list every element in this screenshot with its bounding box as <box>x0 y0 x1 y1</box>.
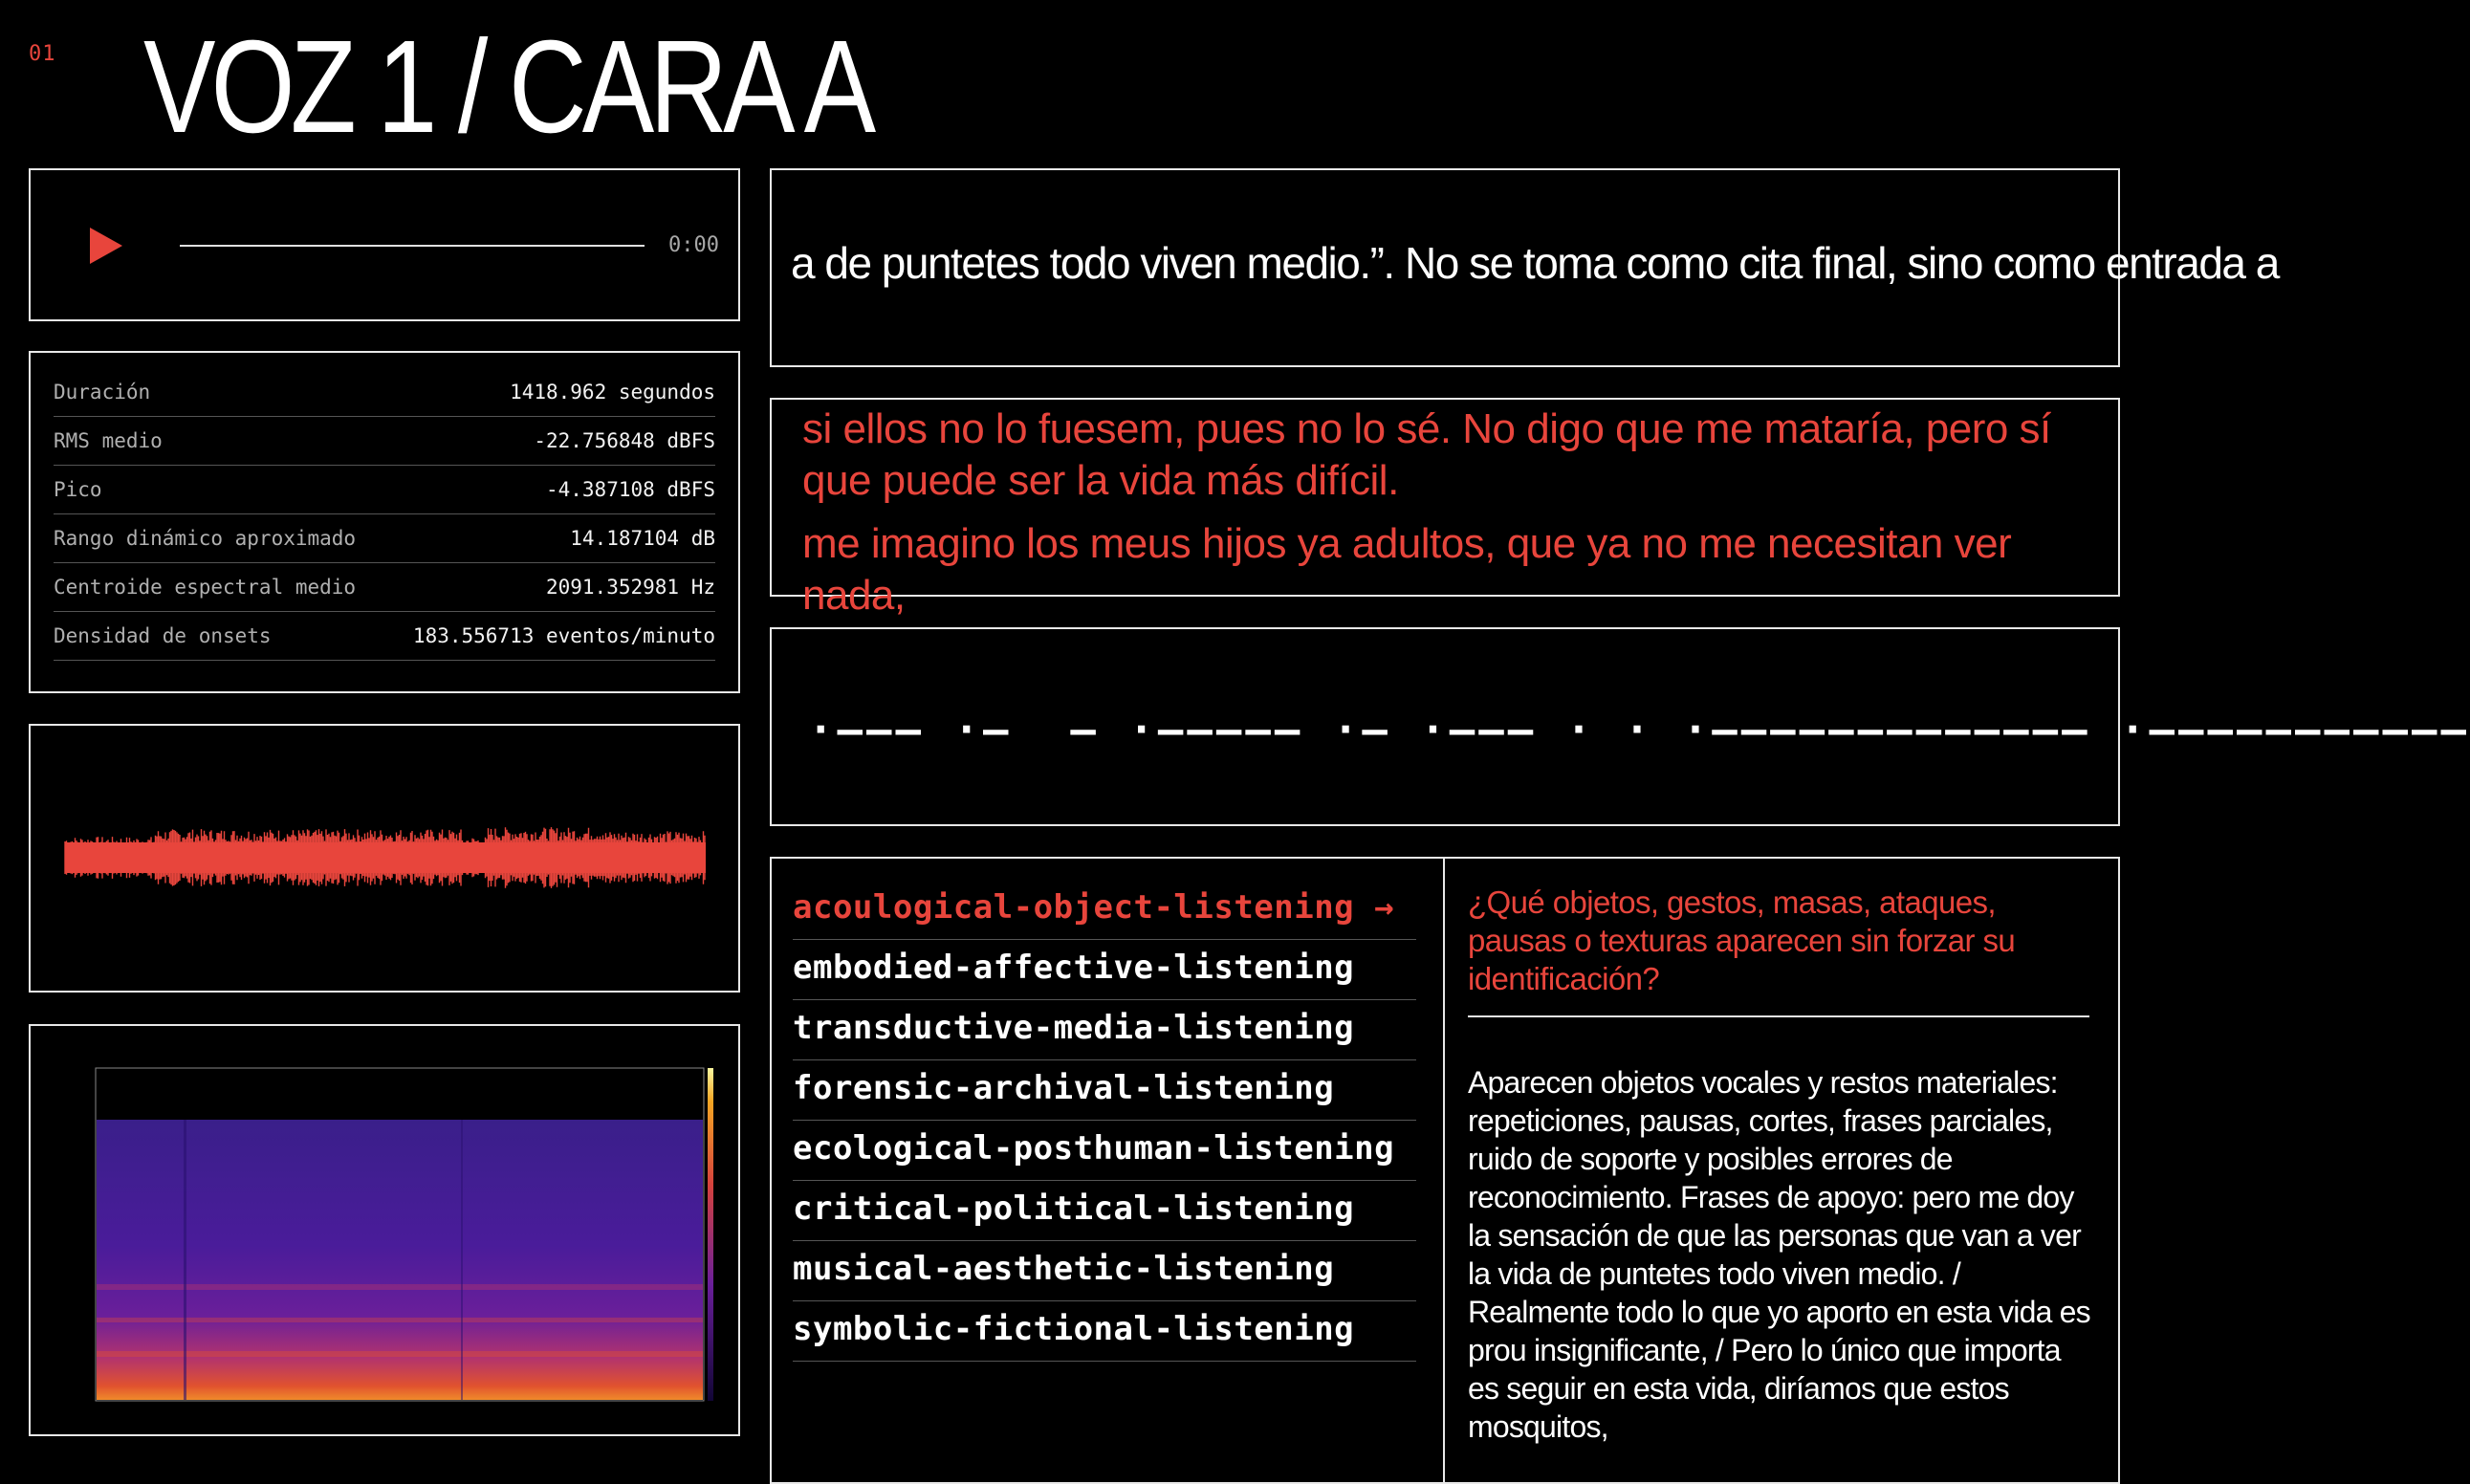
listening-mode-item[interactable]: embodied-affective-listening <box>793 940 1416 1000</box>
waveform-graphic <box>31 726 738 991</box>
listening-mode-item[interactable]: forensic-archival-listening <box>793 1060 1416 1121</box>
stat-value: -4.387108 dBFS <box>545 478 715 501</box>
stat-row <box>54 563 715 612</box>
divider <box>1443 859 1445 1482</box>
mode-question: ¿Qué objetos, gestos, masas, ataques, pausas o texturas aparecen sin forzar su identificación? <box>1468 884 2016 996</box>
listening-mode-item[interactable]: critical-political-listening <box>793 1181 1416 1241</box>
stat-label: RMS medio <box>54 429 163 452</box>
audio-stats-table <box>29 351 740 693</box>
stat-row <box>54 368 715 417</box>
listening-mode-item[interactable]: acoulogical-object-listening → <box>793 880 1416 940</box>
stat-value: 14.187104 dB <box>570 527 715 550</box>
stat-row <box>54 466 715 514</box>
play-icon[interactable] <box>90 228 122 264</box>
page-title: VOZ 1 / CARA A <box>143 13 872 161</box>
page-number: 01 <box>29 42 56 66</box>
listening-mode-item[interactable]: symbolic-fictional-listening <box>793 1301 1416 1362</box>
spectrogram-panel <box>29 1024 740 1436</box>
listening-mode-item[interactable]: transductive-media-listening <box>793 1000 1416 1060</box>
mode-answer: Aparecen objetos vocales y restos materiales: repeticiones, pausas, cortes, frases parciales, ruido de soporte y posibles errores de reconocimiento. Frases de apoyo: pero me doy la sensación de que las personas que van a ver la vida de puntetes todo viven medio. / Realmente todo lo que yo aporto en esta vida es prou insignificante, / Pero lo único que importa es seguir en esta vida, diríamos que estos mosquitos, <box>1468 1065 2090 1444</box>
waveform-panel <box>29 724 740 993</box>
stat-label: Rango dinámico aproximado <box>54 527 357 550</box>
listening-mode-list <box>793 880 1416 1362</box>
stat-row <box>54 417 715 466</box>
stat-value: 2091.352981 Hz <box>545 576 715 599</box>
onset-pattern: ·––– ·– – ·––––– ·– ·––– · · ·––––––––––––– ·––––––––––– <box>808 706 2470 754</box>
ticker-text: a de puntetes todo viven medio.”. No se toma como cita final, sino como entrada a <box>791 238 2279 288</box>
listening-modes-panel <box>770 857 2120 1484</box>
listening-mode-item[interactable]: musical-aesthetic-listening <box>793 1241 1416 1301</box>
stat-value: 183.556713 eventos/minuto <box>412 624 715 647</box>
audio-player <box>29 168 740 321</box>
quote-text: si ellos no lo fuesem, pues no lo sé. No digo que me mataría, pero sí que puede ser la vida más difícil. <box>802 405 2051 504</box>
time-label: 0:00 <box>668 233 719 257</box>
transcript-ticker <box>770 168 2279 367</box>
quotes-panel <box>770 398 2120 619</box>
stat-value: 1418.962 segundos <box>510 381 715 404</box>
onset-pattern-panel <box>770 627 2470 826</box>
stat-row <box>54 514 715 563</box>
divider <box>1468 1015 2089 1017</box>
listening-mode-item[interactable]: ecological-posthuman-listening <box>793 1121 1416 1181</box>
spectrogram-graphic <box>31 1026 738 1434</box>
stat-value: -22.756848 dBFS <box>534 429 715 452</box>
quote-text: me imagino los meus hijos ya adultos, que ya no me necesitan ver nada, <box>802 520 2012 619</box>
progress-slider[interactable] <box>180 245 645 247</box>
waveform-core <box>65 842 706 873</box>
stat-label: Densidad de onsets <box>54 624 272 647</box>
stat-label: Duración <box>54 381 151 404</box>
stat-label: Pico <box>54 478 102 501</box>
stat-label: Centroide espectral medio <box>54 576 357 599</box>
stat-row <box>54 612 715 661</box>
